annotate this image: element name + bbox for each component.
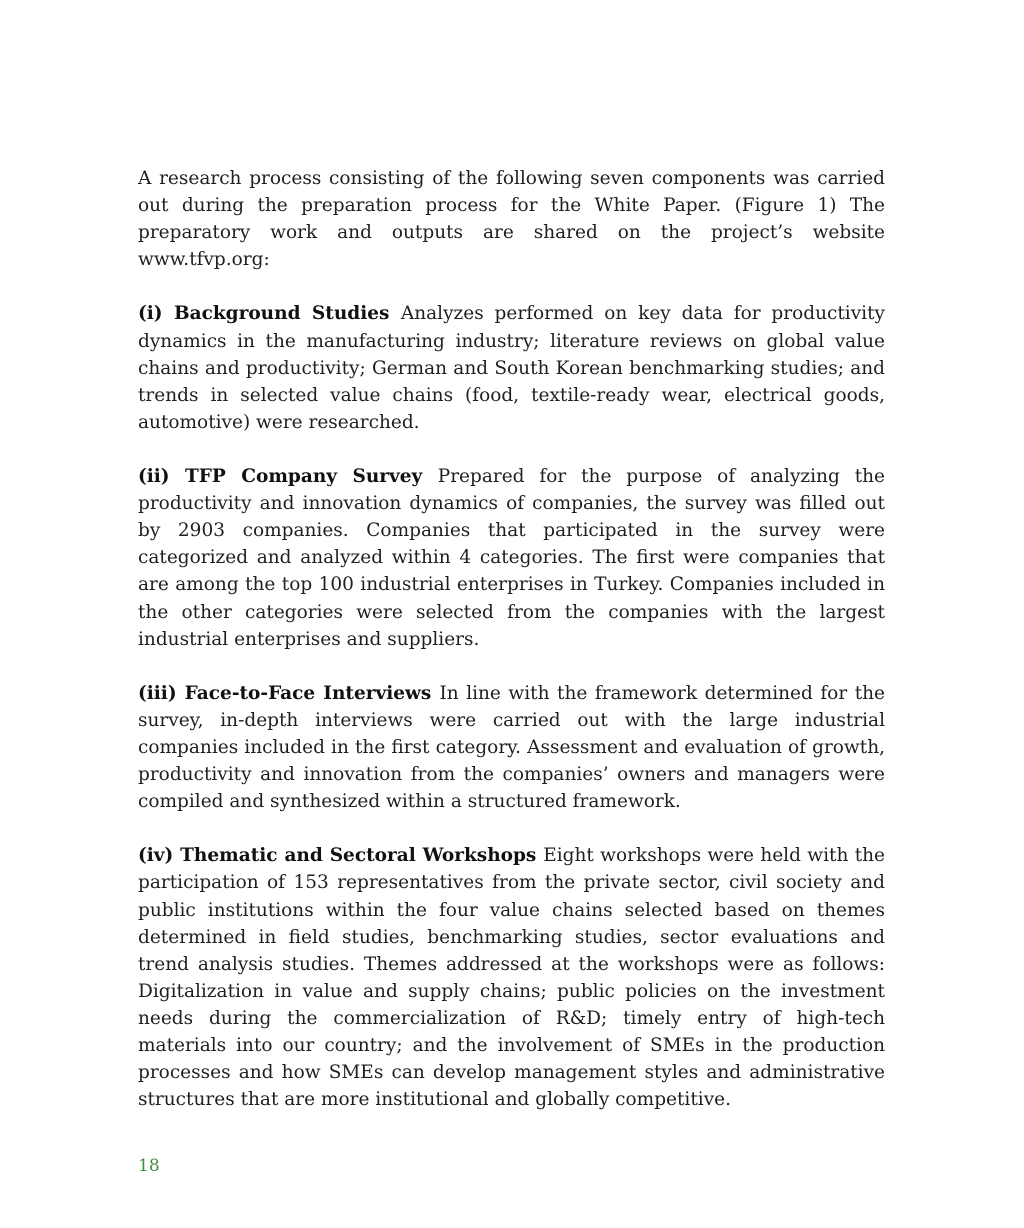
section-text: Eight workshops were held with the participation of 153 representatives from the private sector, civil society and public institutions within the four value chains selected based on themes determined in field studies, benchmarking studies, sector evaluations and trend analysis studies. Themes addressed at the workshops were as follows: Digitalization in value and supply chains; public policies on the investment needs during the commercialization of R&D; timely entry of high-tech materials into our country; and the involvement of SMEs in the production processes and how SMEs can develop management styles and administrative structures that are more institutional and globally competitive. — [138, 845, 885, 1111]
section-heading: (ii) TFP Company Survey — [138, 466, 438, 488]
section-text: In line with the framework determined for the survey, in-depth interviews were carried out with the large industrial companies included in the first category. Assessment and evaluation of growth, productivity and innovation from the companies’ owners and managers were compiled and synthesized within a structured framework. — [138, 682, 885, 813]
section-text: Analyzes performed on key data for productivity dynamics in the manufacturing industry; literature reviews on global value chains and productivity; German and South Korean benchmarking studies; and trends in selected value chains (food, textile-ready wear, electrical goods, automotive) were researched. — [138, 303, 885, 433]
section-background-studies — [138, 300, 885, 435]
section-text: Prepared for the purpose of analyzing the productivity and innovation dynamics of companies, the survey was filled out by 2903 companies. Companies that participated in the survey were categorized and analyzed within 4 categories. The first were companies that are among the top 100 industrial enterprises in Turkey. Companies included in the other categories were selected from the companies with the largest industrial enterprises and suppliers. — [138, 466, 885, 650]
body-text — [138, 165, 885, 1113]
section-thematic-workshops — [138, 842, 885, 1113]
intro-paragraph: A research process consisting of the following seven components was carried out during the preparation process for the White Paper. (Figure 1) The preparatory work and outputs are shared on the project’s website www.tfvp.org: — [138, 168, 885, 271]
page-number: 18 — [138, 1156, 160, 1176]
section-heading: (iv) Thematic and Sectoral Workshops — [138, 845, 544, 867]
section-face-to-face-interviews — [138, 680, 885, 815]
section-heading: (i) Background Studies — [138, 303, 401, 325]
section-heading: (iii) Face-to-Face Interviews — [138, 682, 440, 704]
section-tfp-company-survey — [138, 463, 885, 653]
